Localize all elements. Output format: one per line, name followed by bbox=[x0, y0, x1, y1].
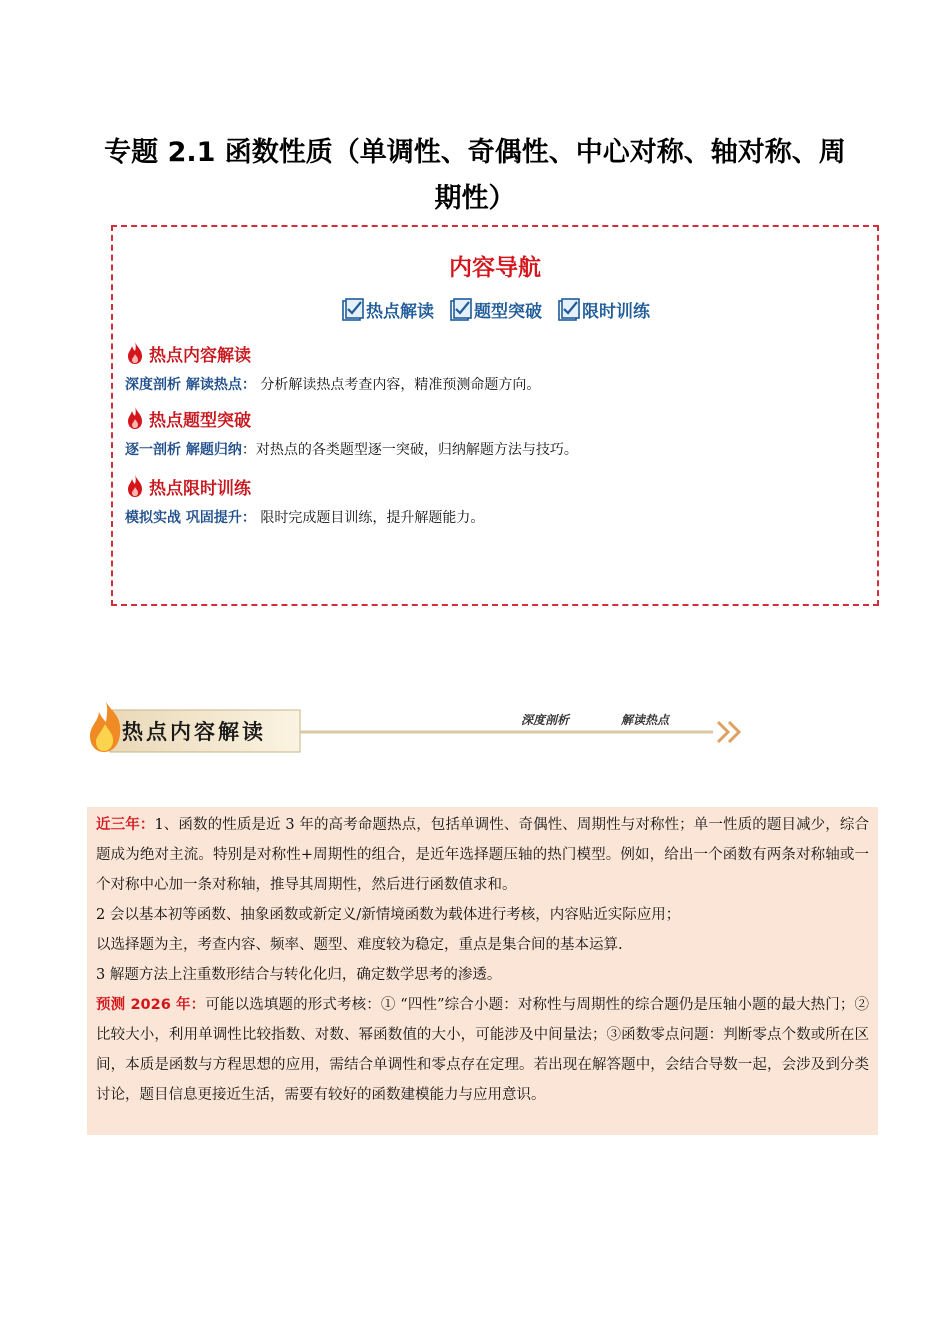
flame-icon bbox=[125, 474, 145, 498]
nav-tab-hotspot[interactable] bbox=[340, 297, 434, 322]
analysis-paragraph: 预测 2026 年：可能以选填题的形式考核：① “四性”综合小题：对称性与周期性的综合题仍是压轴小题的最大热门；② 比较大小，利用单调性比较指数、对数、幂函数值的大小，可能涉及中间量法；③函数零点问题：判断零点个数或所在区间，本质是函数与方程思想的应用，需结合单调性和零点存在定理。若出现在解答题中，会结合导数一起，会涉及到分类讨论，题目信息更接近生活，需要有较好的函数建模能力与应用意识。 bbox=[96, 997, 870, 1103]
flame-icon bbox=[125, 406, 145, 430]
nav-heading: 内容导航 bbox=[449, 255, 541, 281]
section-keywords: 模拟实战 巩固提升： bbox=[125, 510, 256, 526]
title-line-1: 专题 2.1 函数性质（单调性、奇偶性、中心对称、轴对称、周 bbox=[104, 137, 846, 168]
nav-section-question-types[interactable] bbox=[125, 405, 865, 459]
banner-subtitle-1: 深度剖析 bbox=[521, 713, 570, 727]
banner-title: 热点内容解读 bbox=[122, 719, 266, 744]
checklist-icon bbox=[448, 298, 472, 322]
section-banner bbox=[88, 698, 748, 758]
nav-tab-label: 热点解读 bbox=[366, 302, 434, 322]
analysis-paragraph: 近三年：1、函数的性质是近 3 年的高考命题热点，包括单调性、奇偶性、周期性与对称性；单一性质的题目减少，综合题成为绝对主流。特别是对称性+周期性的组合，是近年选择题压轴的热门模型。例如，给出一个函数有两条对称轴或一个对称中心加一条对称轴，推导其周期性，然后进行函数值求和。 bbox=[96, 817, 870, 893]
section-description: 分析解读热点考查内容，精准预测命题方向。 bbox=[255, 377, 541, 393]
flame-icon bbox=[125, 341, 145, 365]
analysis-paragraph: 以选择题为主，考查内容、频率、题型、难度较为稳定，重点是集合间的基本运算. bbox=[96, 937, 623, 953]
nav-tab-question-types[interactable] bbox=[448, 297, 542, 322]
content-nav-box bbox=[111, 225, 879, 606]
section-description: ：对热点的各类题型逐一突破，归纳解题方法与技巧。 bbox=[241, 442, 578, 458]
nav-section-timed-training[interactable] bbox=[125, 473, 865, 527]
analysis-paragraph: 2 会以基本初等函数、抽象函数或新定义/新情境函数为载体进行考核，内容贴近实际应用； bbox=[96, 907, 681, 923]
checklist-icon bbox=[340, 298, 364, 322]
checklist-icon bbox=[556, 298, 580, 322]
nav-tab-label: 题型突破 bbox=[474, 302, 542, 322]
label-forecast-2026: 预测 2026 年： bbox=[96, 997, 206, 1013]
title-line-2: 期性） bbox=[434, 183, 516, 214]
page-title bbox=[80, 130, 870, 222]
section-description: 限时完成题目训练，提升解题能力。 bbox=[255, 510, 485, 526]
nav-tab-timed-training[interactable] bbox=[556, 297, 650, 322]
section-title: 热点题型突破 bbox=[149, 410, 251, 431]
nav-tab-label: 限时训练 bbox=[582, 302, 650, 322]
nav-tabs bbox=[113, 297, 877, 322]
banner-subtitle-2: 解读热点 bbox=[621, 713, 670, 727]
section-keywords: 深度剖析 解读热点： bbox=[125, 377, 256, 393]
section-title: 热点内容解读 bbox=[149, 345, 251, 366]
nav-section-hotspot[interactable] bbox=[125, 340, 865, 394]
label-recent-years: 近三年： bbox=[96, 817, 155, 833]
section-title: 热点限时训练 bbox=[149, 478, 251, 499]
analysis-box bbox=[87, 807, 878, 1135]
analysis-paragraph: 3 解题方法上注重数形结合与转化化归，确定数学思考的渗透。 bbox=[96, 967, 502, 983]
section-keywords: 逐一剖析 解题归纳 bbox=[125, 442, 242, 458]
